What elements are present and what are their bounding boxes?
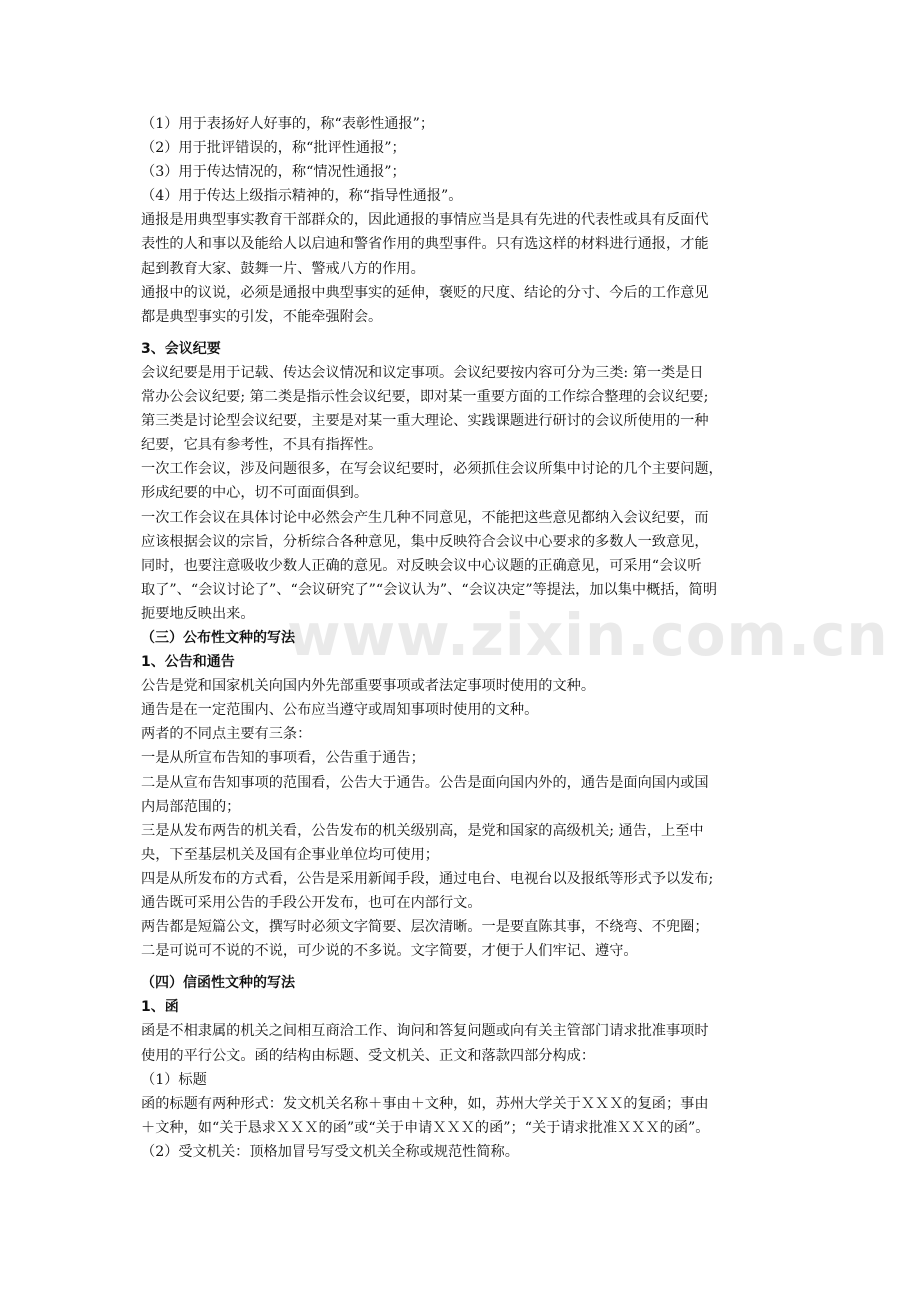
text-line: 二是可说可不说的不说，可少说的不多说。文字简要，才便于人们牢记、遵守。	[141, 943, 638, 960]
text-line: 形成纪要的中心，切不可面面俱到。	[141, 485, 369, 502]
text-line: （4）用于传达上级指示精神的，称“指导性通报”。	[141, 188, 463, 205]
text-line: （2）受文机关：顶格加冒号写受文机关全称或规范性简称。	[141, 1143, 519, 1160]
text-line: 应该根据会议的宗旨，分析综合各种意见，集中反映符合会议中心要求的多数人一致意见，	[141, 533, 709, 550]
text-line: 表性的人和事以及能给人以启迪和警省作用的典型事件。只有选这样的材料进行通报，才能	[141, 236, 709, 253]
text-line: 同时，也要注意吸收少数人正确的意见。对反映会议中心议题的正确意见，可采用“会议听	[141, 557, 702, 574]
section-gap	[141, 329, 791, 337]
text-line: 四是从所发布的方式看，公告是采用新闻手段，通过电台、电视台以及报纸等形式予以发布;	[141, 870, 714, 887]
text-line: 扼要地反映出来。	[141, 605, 255, 622]
text-line: 两告都是短篇公文，撰写时必须文字简要、层次清晰。一是要直陈其事，不绕弯、不兜圈；	[141, 919, 709, 936]
text-line: 都是典型事实的引发，不能牵强附会。	[141, 308, 383, 325]
text-line: 会议纪要是用于记载、传达会议情况和议定事项。会议纪要按内容可分为三类: 第一类是日	[141, 364, 704, 381]
section-heading: 3、会议纪要	[141, 340, 221, 357]
text-line: （3）用于传达情况的，称“情况性通报”；	[141, 164, 406, 181]
watermark-text: www.zixin.com.cn	[287, 601, 889, 669]
section-heading: （三）公布性文种的写法	[141, 629, 295, 646]
text-line: 通告既可采用公告的手段公开发布，也可在内部行文。	[141, 895, 482, 911]
text-line: 二是从宣布告知事项的范围看，公告大于通告。公告是面向国内外的，通告是面向国内或国	[141, 774, 709, 791]
section-heading: 1、函	[141, 999, 179, 1016]
text-line: 一是从所宣布告知的事项看，公告重于通告；	[141, 750, 425, 767]
text-line: 内局部范围的；	[141, 798, 241, 815]
section-heading: （四）信函性文种的写法	[141, 975, 295, 992]
text-line: 起到教育大家、鼓舞一片、警戒八方的作用。	[141, 260, 425, 277]
text-line: 公告是党和国家机关向国内外先部重要事项或者法定事项时使用的文种。	[141, 678, 596, 695]
section-heading: 1、公告和通告	[141, 654, 235, 671]
text-line: 三是从发布两告的机关看，公告发布的机关级别高，是党和国家的高级机关; 通告，上至中	[141, 822, 704, 839]
text-line: 一次工作会议在具体讨论中必然会产生几种不同意见，不能把这些意见都纳入会议纪要，而	[141, 509, 709, 526]
text-line: 使用的平行公文。函的结构由标题、受文机关、正文和落款四部分构成：	[141, 1047, 596, 1064]
text-line: 一次工作会议，涉及问题很多，在写会议纪要时，必须抓住会议所集中讨论的几个主要问题，	[141, 461, 723, 478]
section-gap	[141, 963, 791, 971]
document-body	[141, 112, 791, 1164]
text-line: 通报是用典型事实教育干部群众的，因此通报的事情应当是具有先进的代表性或具有反面代	[141, 212, 709, 229]
text-line: 通报中的议说，必须是通报中典型事实的延伸，褒贬的尺度、结论的分寸、今后的工作意见	[141, 284, 709, 301]
text-line: （1）标题	[141, 1071, 207, 1088]
text-line: 通告是在一定范围内、公布应当遵守或周知事项时使用的文种。	[141, 702, 539, 719]
text-line: 两者的不同点主要有三条：	[141, 726, 312, 743]
text-line: 第三类是讨论型会议纪要，主要是对某一重大理论、实践课题进行研讨的会议所使用的一种	[141, 413, 709, 430]
text-line: 纪要，它具有参考性，不具有指挥性。	[141, 437, 383, 454]
text-line: ＋文种，如“关于恳求ＸＸＸ的函”或“关于申请ＸＸＸ的函”；“关于请求批准ＸＸＸ的函”。	[141, 1119, 710, 1136]
text-line: 函是不相隶属的机关之间相互商洽工作、询问和答复问题或向有关主管部门请求批准事项时	[141, 1023, 709, 1040]
text-line: （2）用于批评错误的，称“批评性通报”；	[141, 140, 406, 157]
text-line: 取了”、“会议讨论了”、“会议研究了”“会议认为”、“会议决定”等提法，加以集中概括，简明	[141, 581, 718, 598]
text-line: 常办公会议纪要; 第二类是指示性会议纪要，即对某一重要方面的工作综合整理的会议纪要;	[141, 389, 709, 406]
text-line: 函的标题有两种形式：发文机关名称＋事由＋文种，如，苏州大学关于ＸＸＸ的复函；事由	[141, 1095, 709, 1112]
text-line: （1）用于表扬好人好事的，称“表彰性通报”；	[141, 116, 435, 132]
text-line: 央，下至基层机关及国有企事业单位均可使用；	[141, 846, 439, 863]
